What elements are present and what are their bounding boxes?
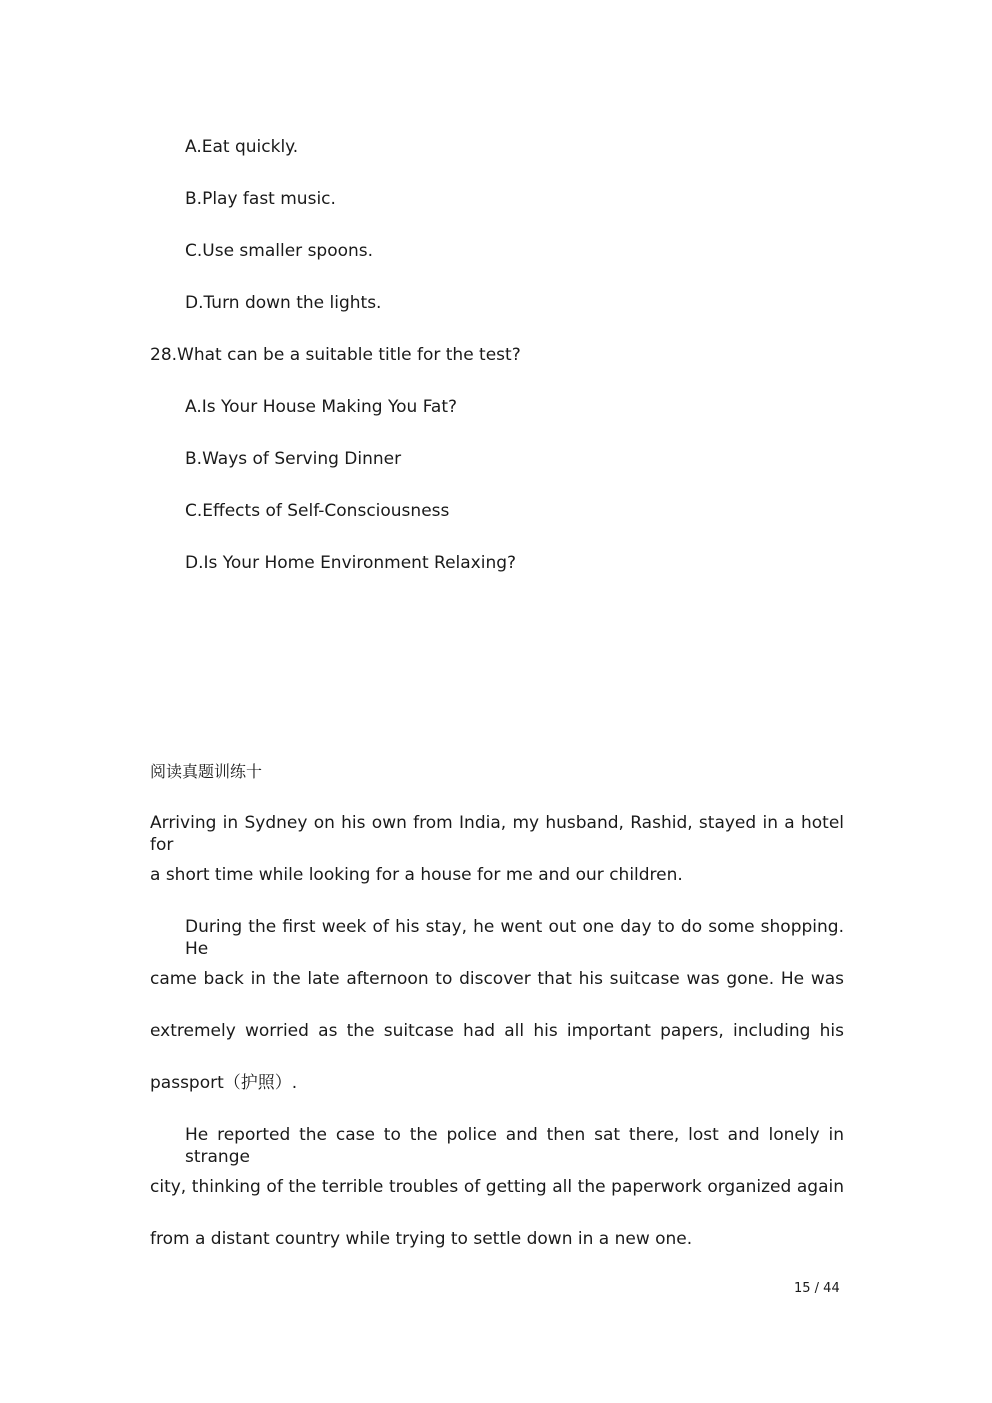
page-number: 15 / 44 (794, 1281, 840, 1296)
paragraph-1-line-1: Arriving in Sydney on his own from India, my husband, Rashid, stayed in a hotel for (150, 813, 844, 855)
q27-option-c: C.Use smaller spoons. (185, 241, 374, 261)
q28-option-c: C.Effects of Self-Consciousness (185, 501, 450, 521)
paragraph-2-line-1: During the first week of his stay, he went out one day to do some shopping. He (185, 917, 844, 959)
q28-option-a: A.Is Your House Making You Fat? (185, 397, 458, 417)
q27-option-d: D.Turn down the lights. (185, 293, 382, 313)
paragraph-3-line-3: from a distant country while trying to settle down in a new one. (150, 1229, 693, 1249)
paragraph-1-line-2: a short time while looking for a house for me and our children. (150, 865, 683, 885)
paragraph-2-line-2: came back in the late afternoon to discover that his suitcase was gone. He was (150, 969, 844, 989)
section-heading: 阅读真题训练十 (150, 762, 263, 781)
q27-option-b: B.Play fast music. (185, 189, 336, 209)
paragraph-3-line-2: city, thinking of the terrible troubles of getting all the paperwork organized again (150, 1177, 844, 1197)
paragraph-3-line-1: He reported the case to the police and then sat there, lost and lonely in strange (185, 1125, 844, 1167)
q28-option-d: D.Is Your Home Environment Relaxing? (185, 553, 517, 573)
q27-option-a: A.Eat quickly. (185, 137, 299, 157)
q28-question: 28.What can be a suitable title for the test? (150, 345, 521, 365)
paragraph-2-line-4: passport（护照）. (150, 1073, 298, 1093)
q28-option-b: B.Ways of Serving Dinner (185, 449, 402, 469)
paragraph-2-line-3: extremely worried as the suitcase had all his important papers, including his (150, 1021, 844, 1041)
